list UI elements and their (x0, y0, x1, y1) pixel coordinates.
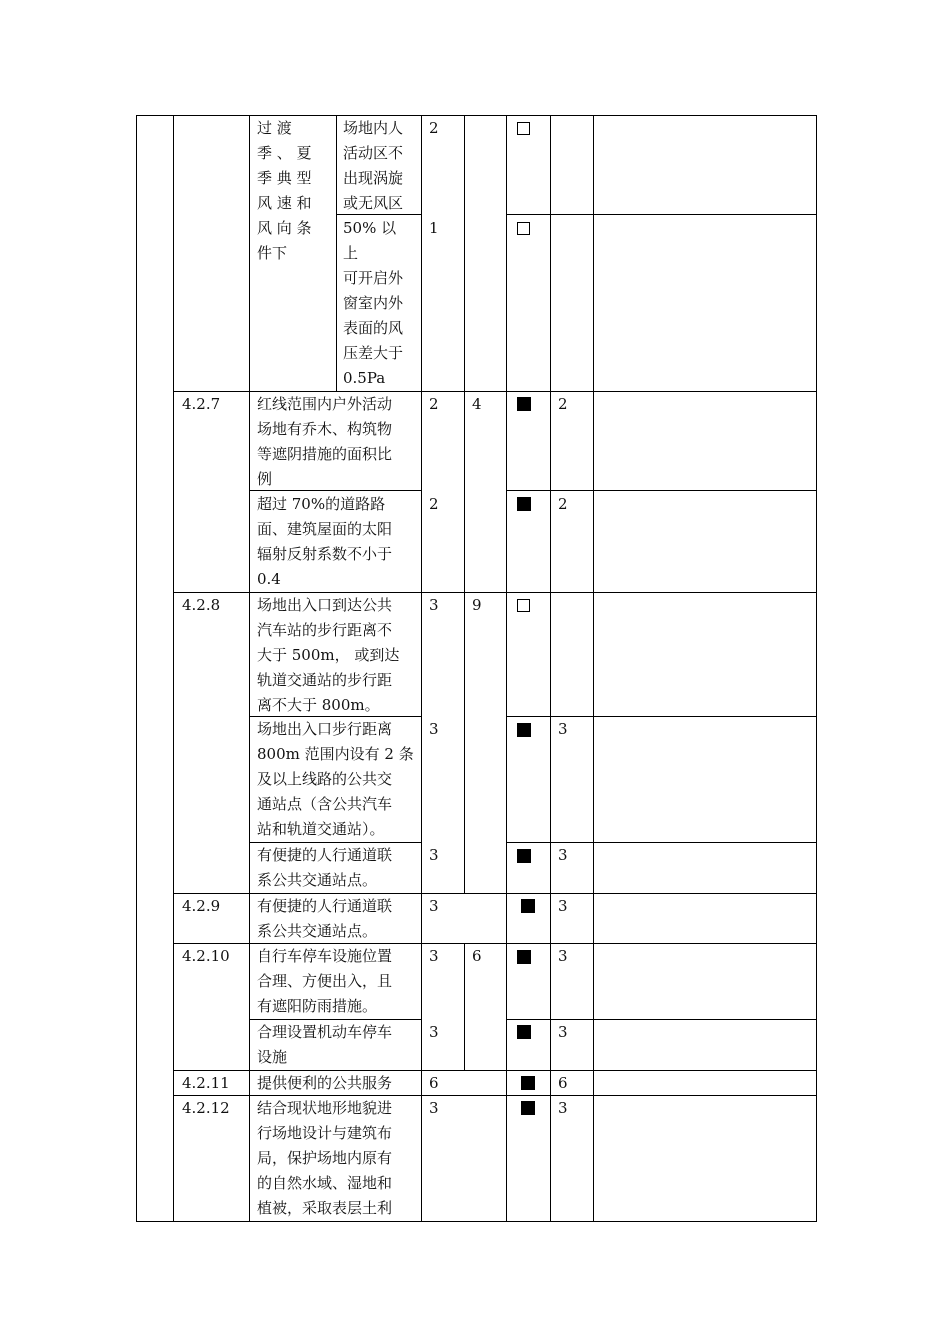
awarded-score: 3 (558, 897, 568, 915)
table-rule-vertical (550, 115, 551, 1222)
table-rule-horizontal (506, 842, 817, 843)
table-rule-vertical (816, 115, 817, 1222)
score-value: 1 (429, 219, 439, 237)
criterion-text: 的自然水域、湿地和 (257, 1174, 393, 1192)
criterion-text: 表面的风 (343, 319, 404, 337)
awarded-score: 3 (558, 720, 568, 738)
table-rule-vertical (464, 943, 465, 1071)
criterion-text: 场地有乔木、构筑物 (257, 420, 393, 438)
clause-number: 4.2.10 (182, 947, 230, 965)
criterion-text: 离不大于 800m。 (257, 696, 380, 714)
criterion-text: 合理、方便出入，且 (257, 972, 393, 990)
criterion-text: 植被，采取表层土利 (257, 1199, 393, 1217)
checked-square-icon (521, 1101, 535, 1115)
checked-square-icon (521, 1076, 535, 1090)
score-value: 2 (429, 495, 439, 513)
unchecked-box-icon (517, 222, 530, 235)
table-rule-horizontal (506, 1019, 817, 1020)
awarded-score: 3 (558, 1099, 568, 1117)
score-value: 3 (429, 1023, 439, 1041)
table-rule-vertical (464, 115, 465, 894)
checked-square-icon (517, 723, 531, 737)
criterion-text: 50% 以 (343, 219, 397, 237)
criterion-text: 站和轨道交通站）。 (257, 820, 385, 838)
unchecked-box-icon (517, 599, 530, 612)
score-value: 3 (429, 1099, 439, 1117)
score-value: 3 (429, 947, 439, 965)
table-rule-horizontal (506, 214, 817, 215)
criterion-text: 系公共交通站点。 (257, 922, 378, 940)
criterion-text: 通站点（含公共汽车 (257, 795, 393, 813)
table-rule-vertical (506, 115, 507, 1222)
criterion-text: 系公共交通站点。 (257, 871, 378, 889)
condition-text: 过 渡 (257, 119, 292, 137)
score-value: 6 (429, 1074, 439, 1092)
criterion-text: 可开启外 (343, 269, 404, 287)
criterion-text: 超过 70%的道路路 (257, 495, 386, 513)
criterion-text: 大于 500m， 或到达 (257, 646, 400, 664)
table-rule-horizontal (506, 490, 817, 491)
score-value: 3 (429, 720, 439, 738)
criterion-text: 有遮阳防雨措施。 (257, 997, 378, 1015)
criterion-text: 轨道交通站的步行距 (257, 671, 393, 689)
criterion-text: 活动区不 (343, 144, 404, 162)
awarded-score: 3 (558, 947, 568, 965)
criterion-text: 窗室内外 (343, 294, 404, 312)
score-value: 2 (429, 119, 439, 137)
criterion-text: 例 (257, 470, 273, 488)
criterion-text: 0.5Pa (343, 369, 386, 387)
checked-square-icon (521, 899, 535, 913)
criterion-text: 合理设置机动车停车 (257, 1023, 393, 1041)
clause-number: 4.2.7 (182, 395, 221, 413)
criterion-text: 压差大于 (343, 344, 404, 362)
table-rule-vertical (336, 115, 337, 392)
clause-number: 4.2.11 (182, 1074, 230, 1092)
awarded-score: 2 (558, 495, 568, 513)
condition-text: 季 、 夏 (257, 144, 312, 162)
checked-square-icon (517, 1025, 531, 1039)
checked-square-icon (517, 950, 531, 964)
criterion-text: 出现涡旋 (343, 169, 404, 187)
criterion-text: 设施 (257, 1048, 288, 1066)
criterion-text: 800m 范围内设有 2 条 (257, 745, 414, 763)
table-rule-vertical (421, 115, 422, 1222)
criterion-text: 场地内人 (343, 119, 404, 137)
criterion-text: 汽车站的步行距离不 (257, 621, 393, 639)
awarded-score: 3 (558, 846, 568, 864)
score-value: 2 (429, 395, 439, 413)
checked-square-icon (517, 497, 531, 511)
score-value: 3 (429, 596, 439, 614)
checked-square-icon (517, 397, 531, 411)
table-rule-horizontal (506, 716, 817, 717)
criterion-text: 提供便利的公共服务 (257, 1074, 393, 1092)
table-rule-horizontal (249, 490, 422, 491)
table-rule-horizontal (136, 115, 817, 116)
total-score: 6 (472, 947, 482, 965)
unchecked-box-icon (517, 122, 530, 135)
criterion-text: 辐射反射系数不小于 (257, 545, 393, 563)
criterion-text: 局，保护场地内原有 (257, 1149, 393, 1167)
criterion-text: 有便捷的人行通道联 (257, 897, 393, 915)
table-rule-vertical (249, 115, 250, 1222)
criterion-text: 面、建筑屋面的太阳 (257, 520, 393, 538)
total-score: 9 (472, 596, 482, 614)
awarded-score: 2 (558, 395, 568, 413)
condition-text: 件下 (257, 244, 288, 262)
criterion-text: 场地出入口步行距离 (257, 720, 393, 738)
score-value: 3 (429, 846, 439, 864)
table-rule-vertical (136, 115, 137, 1222)
criterion-text: 0.4 (257, 570, 281, 588)
criterion-text: 有便捷的人行通道联 (257, 846, 393, 864)
awarded-score: 6 (558, 1074, 568, 1092)
score-value: 3 (429, 897, 439, 915)
table-rule-vertical (593, 115, 594, 1222)
criterion-text: 上 (343, 244, 359, 262)
table-rule-horizontal (136, 1221, 817, 1222)
condition-text: 风 速 和 (257, 194, 312, 212)
total-score: 4 (472, 395, 482, 413)
criterion-text: 或无风区 (343, 194, 404, 212)
criterion-text: 及以上线路的公共交 (257, 770, 393, 788)
criterion-text: 场地出入口到达公共 (257, 596, 393, 614)
table-rule-vertical (173, 115, 174, 1222)
criterion-text: 红线范围内户外活动 (257, 395, 393, 413)
condition-text: 风 向 条 (257, 219, 312, 237)
condition-text: 季 典 型 (257, 169, 312, 187)
clause-number: 4.2.12 (182, 1099, 230, 1117)
criterion-text: 结合现状地形地貌进 (257, 1099, 393, 1117)
clause-number: 4.2.8 (182, 596, 221, 614)
criterion-text: 等遮阴措施的面积比 (257, 445, 393, 463)
criterion-text: 自行车停车设施位置 (257, 947, 393, 965)
checked-square-icon (517, 849, 531, 863)
awarded-score: 3 (558, 1023, 568, 1041)
criterion-text: 行场地设计与建筑布 (257, 1124, 393, 1142)
clause-number: 4.2.9 (182, 897, 221, 915)
